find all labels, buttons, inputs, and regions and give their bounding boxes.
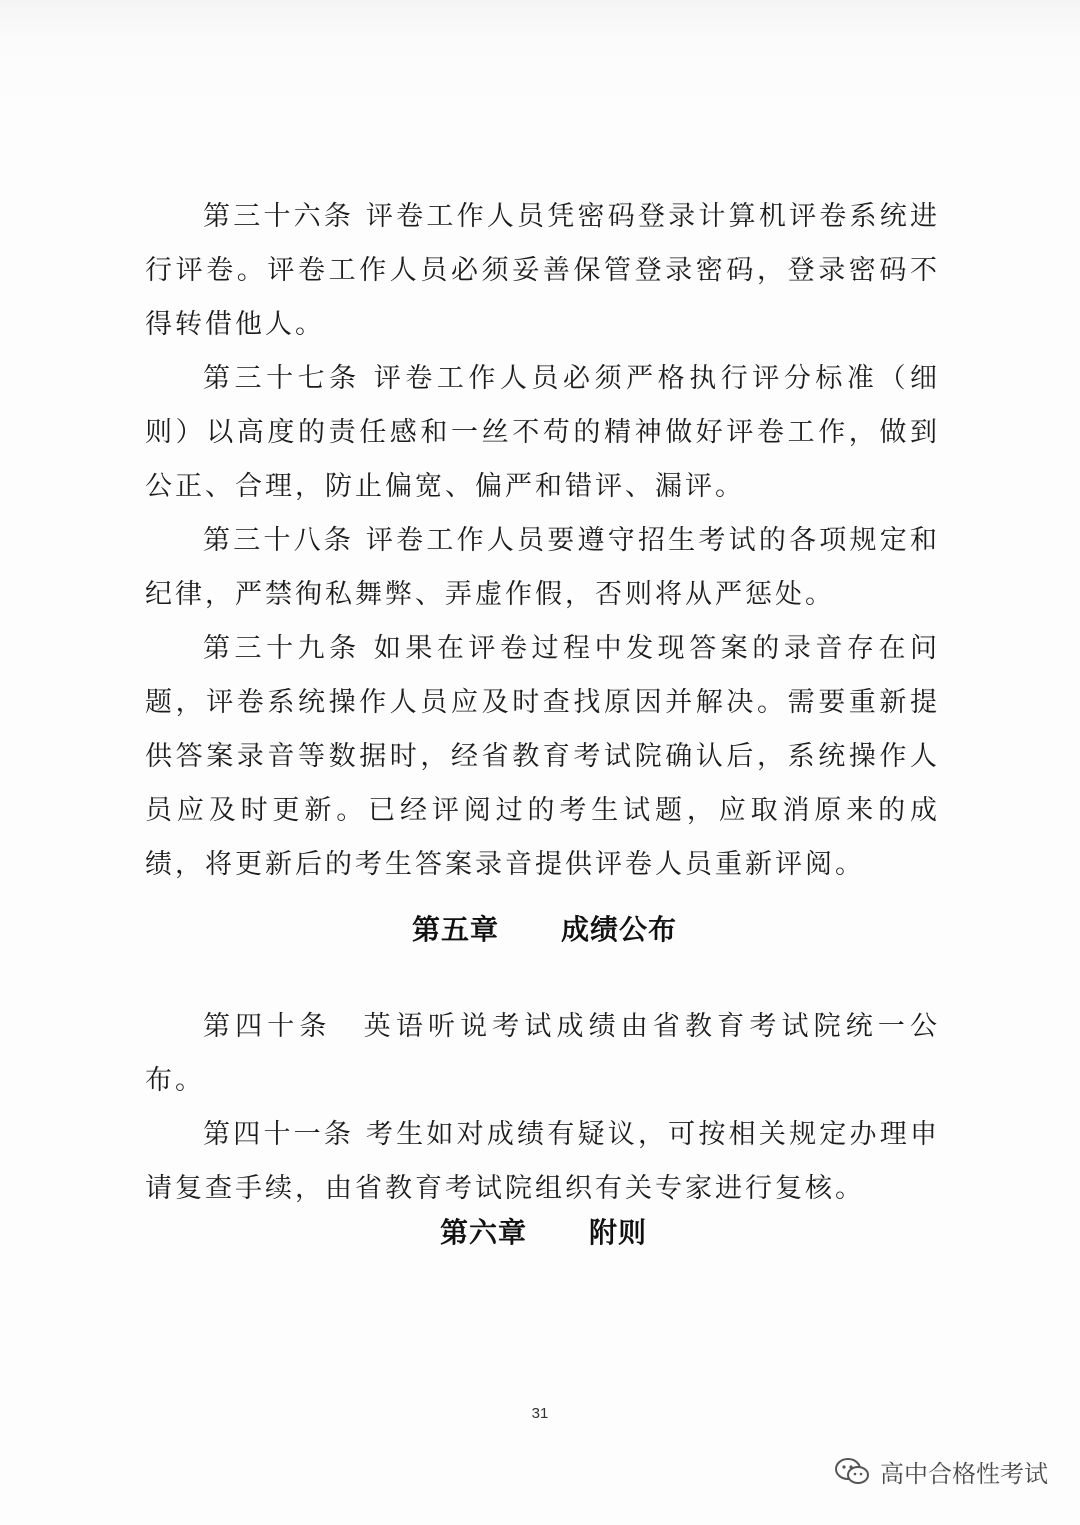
article-39: 第三十九条 如果在评卷过程中发现答案的录音存在问题，评卷系统操作人员应及时查找原因并解决。需要重新提供答案录音等数据时，经省教育考试院确认后，系统操作人员应及时更新。已经评阅过的考生试题，应取消原来的成绩，将更新后的考生答案录音提供评卷人员重新评阅。 <box>145 633 940 880</box>
chapter-5-number: 第五章 <box>412 913 500 946</box>
articles-block-chapter5 <box>145 1000 940 1216</box>
wechat-icon <box>834 1457 870 1487</box>
article-40: 第四十条 英语听说考试成绩由省教育考试院统一公布。 <box>145 1011 940 1096</box>
chapter-6-number: 第六章 <box>440 1216 528 1249</box>
article-36: 第三十六条 评卷工作人员凭密码登录计算机评卷系统进行评卷。评卷工作人员必须妥善保管登录密码，登录密码不得转借他人。 <box>145 201 940 340</box>
wechat-watermark <box>834 1454 1048 1489</box>
watermark-text: 高中合格性考试 <box>880 1460 1048 1488</box>
chapter-5-title: 成绩公布 <box>561 913 678 946</box>
chapter-5-heading <box>412 908 677 948</box>
chapter-6-title: 附则 <box>589 1216 648 1249</box>
article-37: 第三十七条 评卷工作人员必须严格执行评分标准（细则）以高度的责任感和一丝不苟的精神做好评卷工作，做到公正、合理，防止偏宽、偏严和错评、漏评。 <box>145 363 940 502</box>
article-38: 第三十八条 评卷工作人员要遵守招生考试的各项规定和纪律，严禁徇私舞弊、弄虚作假，否则将从严惩处。 <box>145 525 940 610</box>
article-41: 第四十一条 考生如对成绩有疑议，可按相关规定办理申请复查手续，由省教育考试院组织有关专家进行复核。 <box>145 1119 940 1204</box>
page-number: 31 <box>531 1405 549 1422</box>
articles-block-chapter4 <box>145 190 940 892</box>
chapter-6-heading <box>440 1211 647 1251</box>
